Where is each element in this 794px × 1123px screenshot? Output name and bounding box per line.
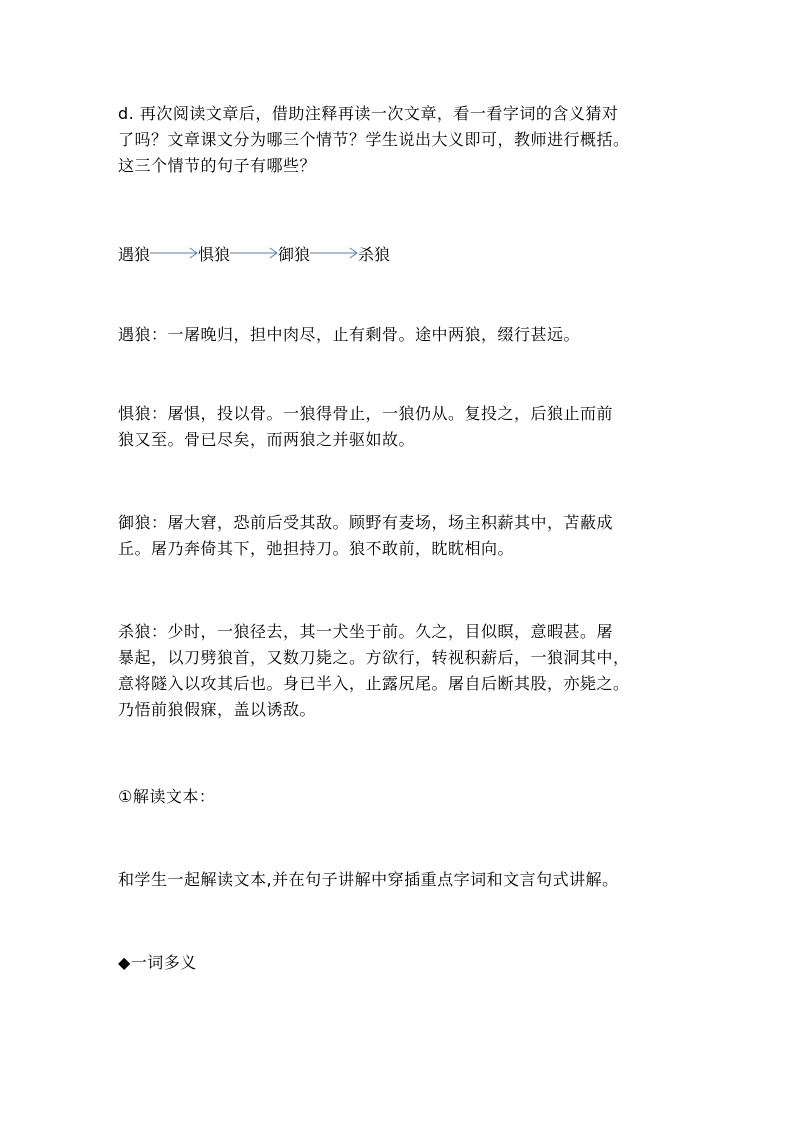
- intro-line-2: 了吗？文章课文分为哪三个情节？学生说出大义即可，教师进行概括。: [118, 130, 630, 149]
- flow-step-1: 遇狼: [118, 244, 151, 264]
- flow-step-3: 御狼: [278, 244, 311, 264]
- flow-step-2: 惧狼: [198, 244, 231, 264]
- section-encounter: [118, 322, 708, 348]
- section-line: 暴起，以刀劈狼首，又数刀毙之。方欲行，转视积薪后，一狼洞其中，: [118, 648, 630, 667]
- interpret-body: [118, 867, 708, 893]
- intro-line-3: 这三个情节的句子有哪些？: [118, 156, 317, 175]
- intro-line-1: d. 再次阅读文章后，借助注释再读一次文章，看一看字词的含义猜对: [118, 104, 619, 123]
- section-fear: [118, 401, 708, 453]
- section-kill: [118, 619, 708, 723]
- arrow-right-icon: [150, 246, 198, 260]
- section-line: 御狼：屠大窘，恐前后受其敌。顾野有麦场，场主积薪其中，苫蔽成: [118, 513, 614, 532]
- section-line: 狼又至。骨已尽矣，而两狼之并驱如故。: [118, 430, 416, 449]
- interpret-heading-text: ①解读文本：: [118, 787, 216, 806]
- arrow-right-icon: [230, 246, 278, 260]
- plot-flow-diagram: [118, 240, 390, 266]
- flow-step-4: 杀狼: [358, 244, 391, 264]
- intro-paragraph: [118, 101, 708, 179]
- section-line: 乃悟前狼假寐，盖以诱敌。: [118, 700, 317, 719]
- section-line: 惧狼：屠惧，投以骨。一狼得骨止，一狼仍从。复投之，后狼止而前: [118, 404, 614, 423]
- section-line: 意将隧入以攻其后也。身已半入，止露尻尾。屠自后断其股，亦毙之。: [118, 674, 630, 693]
- polysemy-heading: [118, 950, 708, 976]
- arrow-right-icon: [310, 246, 358, 260]
- interpret-heading: [118, 784, 708, 810]
- polysemy-heading-text: ◆一词多义: [118, 953, 197, 972]
- section-defend: [118, 510, 708, 562]
- document-page: [118, 0, 708, 1123]
- section-line: 杀狼：少时，一狼径去，其一犬坐于前。久之，目似瞑，意暇甚。屠: [118, 622, 614, 641]
- section-line: 遇狼：一屠晚归，担中肉尽，止有剩骨。途中两狼，缀行甚远。: [118, 325, 581, 344]
- interpret-body-text: 和学生一起解读文本,并在句子讲解中穿插重点字词和文言句式讲解。: [118, 870, 619, 889]
- section-line: 丘。屠乃奔倚其下，弛担持刀。狼不敢前，眈眈相向。: [118, 539, 515, 558]
